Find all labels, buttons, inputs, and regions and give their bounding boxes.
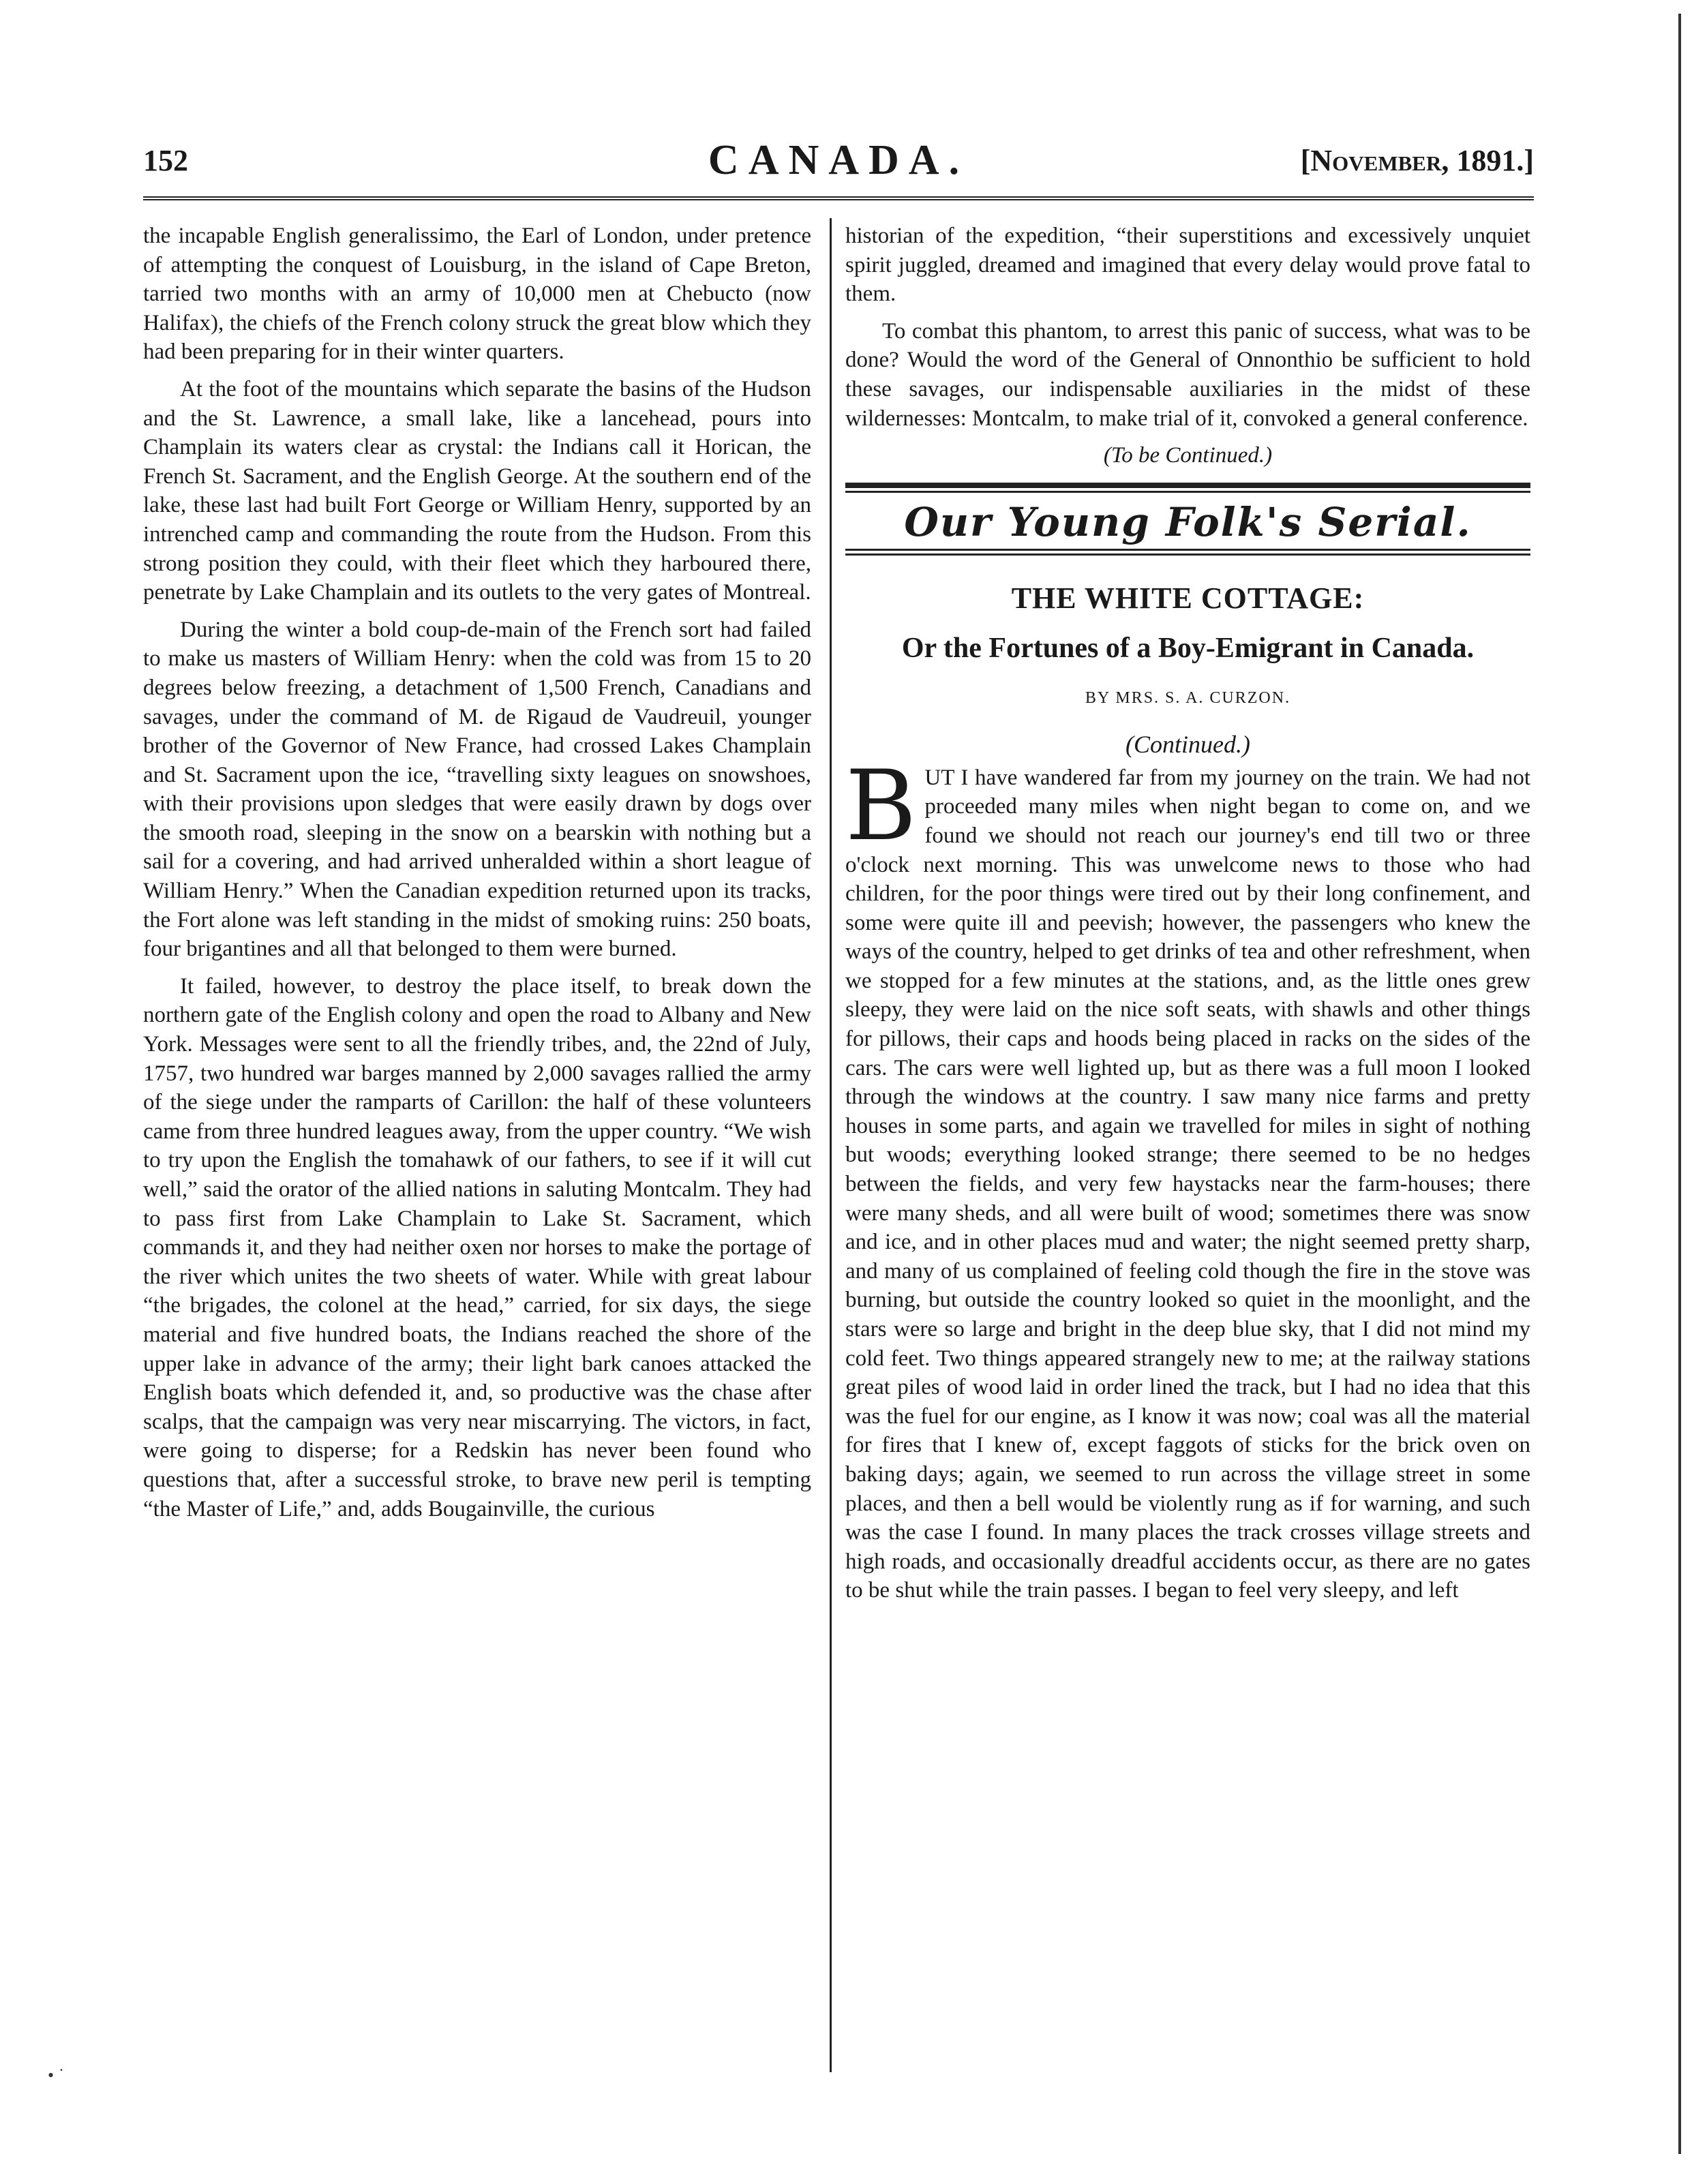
continued-note: (Continued.) <box>1126 731 1250 759</box>
paragraph: the incapable English generalissimo, the Earl of London, under pretence of attempting the conquest of Louisburg, in the island of Cape Breton, tarried two months with an army of 10,000 men at Chebucto (now Halifax), the chiefs of the French colony struck the great blow which they had been preparing for in their winter quarters. <box>143 224 811 365</box>
story-text: UT I have wandered far from my journey on the train. We had not proceeded many miles when night began to come on, and we found we should not reach our journey's end till two or three o'clock next morning. This was unwelcome news to those who had children, for the poor things were tired out by their long confinement, and some were quite ill and peevish; however, the passengers who knew the ways of the country, helped to get drinks of tea and other refreshment, when we stopped for a few minutes at the stations, and, as the little ones grew sleepy, they were laid on the nice soft seats, with shawls and other things for pillows, their caps and hoods being placed in racks on the sides of the cars. The cars were well lighted up, but as there was a full moon I looked through the windows at the country. I saw many nice farms and pretty houses in some parts, and again we travelled for miles in sight of nothing but woods; everything looked strange; there seemed to be no hedges between the fields, and very few haystacks near the farm-houses; there were many sheds, and all were built of wood; sometimes there was snow and ice, and in other places mud and water; the night seemed pretty sharp, and many of us complained of feeling cold though the fire in the stove was burning, but outside the country looked so quiet in the moonlight, and the stars were so large and bright in the deep blue sky, that I did not mind my cold feet. Two things appeared strangely new to me; at the railway stations great piles of wood laid in order lined the track, but I had no idea that this was the fuel for our engine, as I know it was now; coal was all the material for fires that I knew of, except faggots of sticks for the brick oven on baking days; again, we seemed to run across the village street in some places, and then a bell would be violently rung as if for warning, and such was the case I found. In many places the track crosses village streets and high roads, and occasionally dreadful accidents occur, as there are no gates to be shut while the train passes. I began to feel very sleepy, and left <box>845 765 1530 1603</box>
section-rule-thin <box>845 553 1530 556</box>
scan-specks: • ˙ <box>48 2065 65 2085</box>
paragraph: It failed, however, to destroy the place itself, to break down the northern gate of the English colony and open the road to Albany and New York. Messages were sent to all the friendly tribes, and, the 22nd of July, 1757, two hundred war barges manned by 2,000 savages rallied the army of the siege under the ramparts of Carillon: the half of these volunteers came from three hundred leagues away, from the upper country. “We wish to try upon the English the tomahawk of our fathers, to see if it will cut well,” said the orator of the allied nations in saluting Montcalm. They had to pass first from Lake Champlain to Lake St. Sacrament, which commands it, and they had neither oxen nor horses to make the portage of the river which unites the two sheets of water. While with great labour “the brigades, the colonel at the head,” carried, for six days, the siege material and five hundred boats, the Indians reached the shore of the upper lake in advance of the army; their light bark canoes attacked the English boats which defended it, and, so productive was the chase after scalps, that the campaign was very near miscarrying. The victors, in fact, were going to disperse; for a Redskin has never been found who questions that, after a successful stroke, to brave new peril is tempting “the Master of Life,” and, adds Bougainville, the curious <box>143 973 811 1521</box>
section-rule-thin <box>845 549 1530 551</box>
serial-heading: Our Young Folk's Serial. <box>904 498 1472 545</box>
to-be-continued-note: (To be Continued.) <box>1103 443 1273 468</box>
drop-cap: B <box>845 749 917 862</box>
section-rule <box>845 483 1530 488</box>
author-byline: BY MRS. S. A. CURZON. <box>1085 688 1291 707</box>
journal-title: CANADA. <box>708 137 969 183</box>
paragraph: To combat this phantom, to arrest this panic of success, what was to be done? Would the word of the General of Onnonthio be sufficient to hold these savages, our indispensable auxiliaries in the midst of these wildernesses: Montcalm, to make trial of it, convoked a general conference. <box>845 318 1530 431</box>
paragraph: During the winter a bold coup-de-main of the French sort had failed to make us masters of William Henry: when the cold was from 15 to 20 degrees below freezing, a detachment of 1,500 French, Canadians and savages, under the command of M. de Rigaud de Vaudreuil, younger brother of the Governor of New France, had crossed Lakes Champlain and St. Sacrament upon the ice, “travelling sixty leagues on snowshoes, with their provisions upon sledges that were easily drawn by dogs over the smooth road, sleeping in the snow on a bearskin with nothing but a sail for a covering, and had arrived unheralded within a short league of William Henry.” When the Canadian expedition returned upon its tracks, the Fort alone was left standing in the midst of smoking ruins: 250 boats, four brigantines and all that belonged to them were burned. <box>143 617 811 962</box>
page-header <box>143 136 1534 191</box>
story-paragraph <box>845 749 1530 1605</box>
paragraph: At the foot of the mountains which separate the basins of the Hudson and the St. Lawrence, a small lake, like a lancehead, pours into Champlain its waters clear as crystal: the Indians call it Horican, the French St. Sacrament, and the English George. At the southern end of the lake, these last had built Fort George or William Henry, supported by an intrenched camp and commanding the route from the Hudson. From this strong position they could, with their fleet which they harboured there, penetrate by Lake Champlain and its outlets to the very gates of Montreal. <box>143 376 811 605</box>
right-column <box>845 222 1530 1613</box>
page-edge-line <box>1678 14 1681 2154</box>
left-column <box>143 222 811 1532</box>
story-title: THE WHITE COTTAGE: <box>1011 581 1365 616</box>
story-subtitle: Or the Fortunes of a Boy-Emigrant in Canada. <box>901 632 1475 664</box>
column-divider <box>830 218 832 2072</box>
header-rule <box>143 196 1534 200</box>
page-number: 152 <box>143 144 188 177</box>
issue-date: [November, 1891.] <box>1300 144 1534 177</box>
paragraph: historian of the expedition, “their superstitions and excessively unquiet spirit juggled, dreamed and imagined that every delay would prove fatal to them. <box>845 224 1530 307</box>
